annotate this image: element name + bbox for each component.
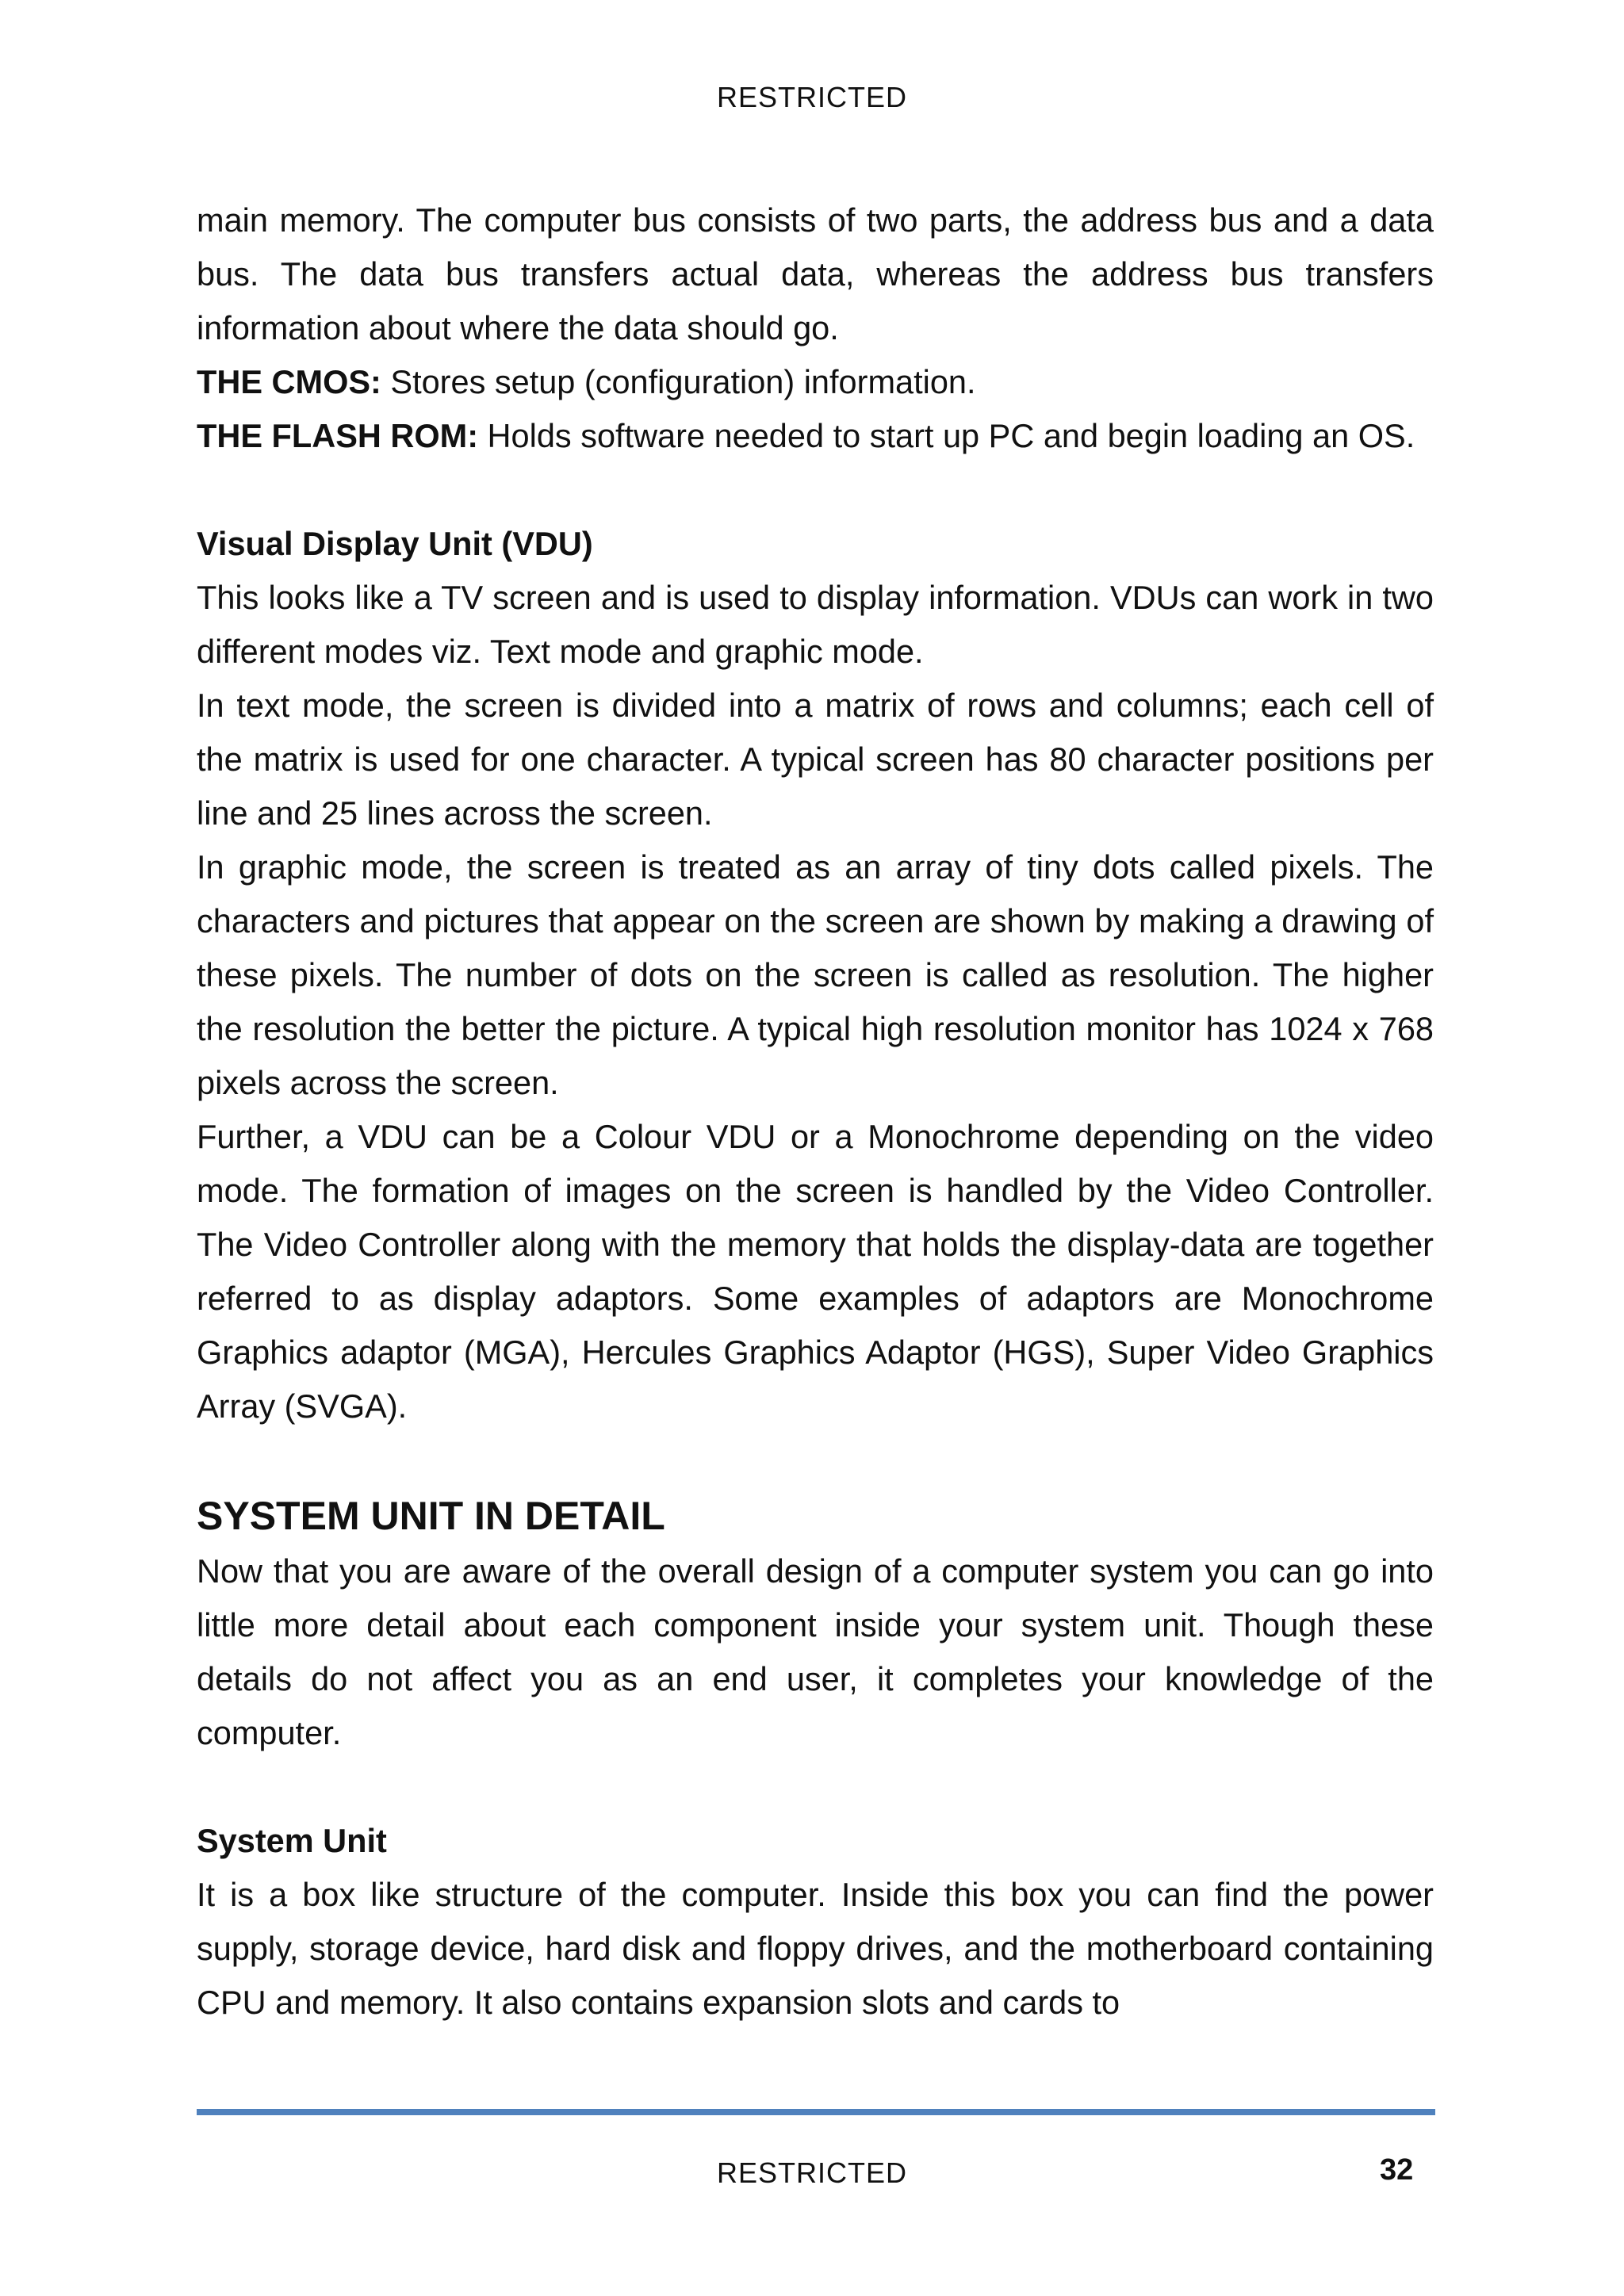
flash-rom-description: Holds software needed to start up PC and begin loading an OS. — [478, 417, 1415, 454]
vdu-intro-paragraph: This looks like a TV screen and is used to display information. VDUs can work in two different modes viz. Text mode and graphic mode. — [197, 579, 1434, 670]
footer-divider — [197, 2109, 1435, 2115]
flash-rom-term: THE FLASH ROM: — [197, 417, 479, 454]
cmos-definition — [197, 355, 1434, 409]
header-restricted-mark: RESTRICTED — [716, 81, 907, 113]
page-body — [197, 193, 1434, 2030]
cmos-description: Stores setup (configuration) information. — [381, 363, 976, 400]
footer-restricted-mark: RESTRICTED — [716, 2156, 907, 2189]
paragraph-spacer — [197, 1760, 1434, 1814]
cmos-term: THE CMOS: — [197, 363, 381, 400]
vdu-graphic-mode-paragraph: In graphic mode, the screen is treated as an array of tiny dots called pixels. The characters and pictures that appear on the screen are shown by making a drawing of these pixels. The number of dots on the screen is called as resolution. The higher the resolution the better the picture. A typical high resolution monitor has 1024 x 768 pixels across the screen. — [197, 848, 1434, 1101]
system-unit-heading: System Unit — [197, 1822, 387, 1859]
vdu-adaptors-paragraph: Further, a VDU can be a Colour VDU or a Monochrome depending on the video mode. The formation of images on the screen is handled by the Video Controller. The Video Controller along with the memory that holds the display-data are together referred to as display adaptors. Some examples of adaptors are Monochrome Graphics adaptor (MGA), Hercules Graphics Adaptor (HGS), Super Video Graphics Array (SVGA). — [197, 1118, 1434, 1425]
page-number: 32 — [1380, 2153, 1414, 2187]
vdu-heading: Visual Display Unit (VDU) — [197, 525, 593, 562]
section-heading-system-unit-in-detail: SYSTEM UNIT IN DETAIL — [197, 1494, 665, 1538]
paragraph-spacer — [197, 1433, 1434, 1487]
vdu-text-mode-paragraph: In text mode, the screen is divided into a matrix of rows and columns; each cell of the matrix is used for one character. A typical screen has 80 character positions per line and 25 lines across the screen. — [197, 687, 1434, 832]
system-unit-detail-paragraph: Now that you are aware of the overall design of a computer system you can go into little more detail about each component inside your system unit. Though these details do not affect you as an end user, it completes your knowledge of the computer. — [197, 1552, 1434, 1751]
paragraph-spacer — [197, 463, 1434, 517]
bus-paragraph: main memory. The computer bus consists of two parts, the address bus and a data bus. The data bus transfers actual data, whereas the address bus transfers information about where the data should go. — [197, 201, 1434, 346]
flash-rom-definition — [197, 409, 1434, 463]
system-unit-paragraph: It is a box like structure of the computer. Inside this box you can find the power supply, storage device, hard disk and floppy drives, and the motherboard containing CPU and memory. It also contains expansion slots and cards to — [197, 1876, 1434, 2021]
